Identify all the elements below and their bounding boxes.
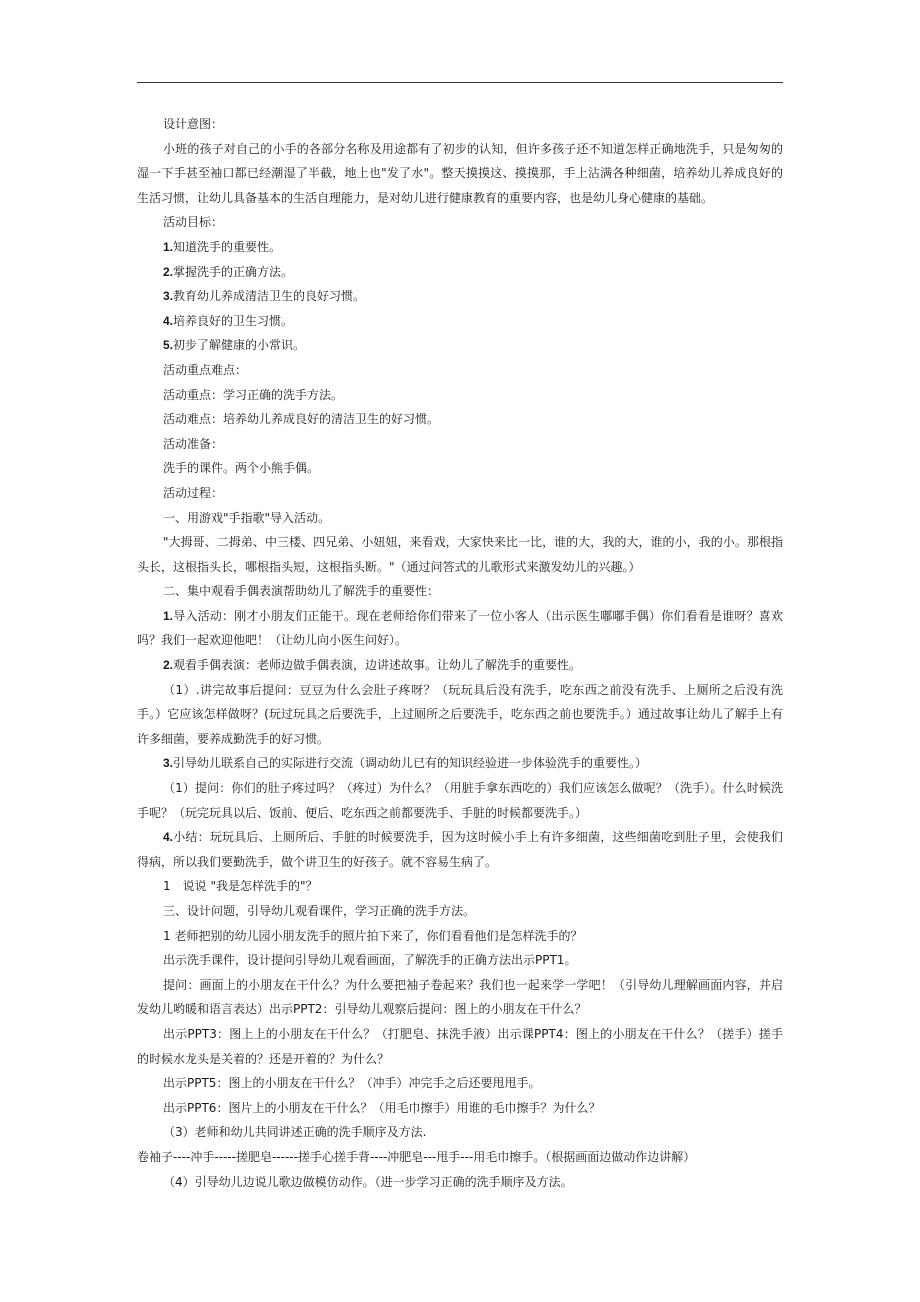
paragraph-text: 掌握洗手的正确方法。 <box>173 264 294 279</box>
paragraph <box>137 481 783 506</box>
paragraph <box>137 973 783 1022</box>
paragraph <box>137 751 783 776</box>
paragraph-text: 活动准备： <box>163 436 224 451</box>
paragraph-text: （3）老师和幼儿共同讲述正确的洗手顺序及方法. <box>163 1125 427 1140</box>
paragraph <box>137 1145 783 1170</box>
paragraph-text: 提问：画面上的小朋友在干什么？为什么要把袖子卷起来？我们也一起来学一学吧！（引导幼儿理解画面内容，并启发幼儿哟暖和语言表达）出示PPT2：引导幼儿观察后提问：图上的小朋友在干什么？ <box>137 977 783 1017</box>
paragraph <box>137 653 783 678</box>
paragraph-text: 知道洗手的重要性。 <box>173 239 282 254</box>
list-number: 3. <box>163 289 174 304</box>
paragraph-text: 小班的孩子对自己的小手的各部分名称及用途都有了初步的认知，但许多孩子还不知道怎样正确地洗手，只是匆匆的湿一下手甚至袖口都已经潮湿了半截，地上也"发了水"。整天摸摸这、摸摸那，手上沾满各种细菌，培养幼儿养成良好的生活习惯，让幼儿具备基本的生活自理能力，是对幼儿进行健康教育的重要内容，也是幼儿身心健康的基础。 <box>137 141 783 205</box>
paragraph <box>137 604 783 653</box>
paragraph-text: 小结：玩玩具后、上厕所后、手脏的时候要洗手，因为这时候小手上有许多细菌，这些细菌吃到肚子里，会使我们得病，所以我们要勤洗手，做个讲卫生的好孩子。就不容易生病了。 <box>137 830 783 869</box>
paragraph <box>137 407 783 432</box>
paragraph <box>137 358 783 383</box>
paragraph-text: 洗手的课件。两个小熊手偶。 <box>163 461 320 476</box>
paragraph-text: 活动目标： <box>163 215 224 230</box>
paragraph-text: 培养良好的卫生习惯。 <box>173 313 294 328</box>
list-number: 3. <box>163 756 174 771</box>
paragraph <box>137 530 783 579</box>
paragraph <box>137 1071 783 1096</box>
paragraph <box>137 210 783 235</box>
header-rule <box>137 82 783 83</box>
paragraph <box>137 506 783 531</box>
paragraph <box>137 137 783 211</box>
paragraph <box>137 776 783 825</box>
paragraph <box>137 924 783 949</box>
paragraph <box>137 456 783 481</box>
paragraph-text: 引导幼儿联系自己的实际进行交流（调动幼儿已有的知识经验进一步体验洗手的重要性。） <box>173 756 648 771</box>
paragraph <box>137 948 783 973</box>
paragraph-text: （4）引导幼儿边说儿歌边做模仿动作。（进一步学习正确的洗手顺序及方法。 <box>163 1174 573 1189</box>
paragraph <box>137 383 783 408</box>
paragraph <box>137 333 783 358</box>
paragraph <box>137 284 783 309</box>
paragraph <box>137 678 783 752</box>
paragraph-text: 观看手偶表演：老师边做手偶表演，边讲述故事。让幼儿了解洗手的重要性。 <box>173 658 582 673</box>
list-number: 2. <box>163 264 174 279</box>
paragraph-text: 二、集中观看手偶表演帮助幼儿了解洗手的重要性： <box>163 584 440 599</box>
paragraph-text: 出示洗手课件，设计提问引导幼儿观看画面，了解洗手的正确方法出示PPT1。 <box>163 953 577 968</box>
paragraph-text: 活动重点难点： <box>163 362 248 377</box>
document-body <box>137 112 783 1194</box>
paragraph-text: 卷袖子----冲手-----搓肥皂------搓手心搓手背----冲肥皂---甩手---用毛巾擦手。（根据画面边做动作边讲解） <box>137 1149 696 1164</box>
list-number: 4. <box>163 830 174 845</box>
paragraph <box>137 1170 783 1195</box>
paragraph-text: 出示PPT3：图上上的小朋友在干什么？（打肥皂、抹洗手液）出示课PPT4：图上的小朋友在干什么？（搓手）搓手的时候水龙头是关着的？还是开着的？为什么？ <box>137 1026 783 1066</box>
paragraph-text: 一、用游戏"手指歌"导入活动。 <box>163 510 331 525</box>
paragraph <box>137 309 783 334</box>
paragraph <box>137 260 783 285</box>
paragraph-text: 三、设计问题，引导幼儿观看课件，学习正确的洗手方法。 <box>163 904 476 918</box>
paragraph-text: 导入活动：刚才小朋友们正能干。现在老师给你们带来了一位小客人（出示医生嘟嘟手偶）你们看看是谁呀？喜欢吗？我们一起欢迎他吧！（让幼儿向小医生问好）。 <box>137 608 783 648</box>
paragraph <box>137 235 783 260</box>
paragraph <box>137 1120 783 1145</box>
paragraph-text: 教育幼儿养成清洁卫生的良好习惯。 <box>173 289 366 304</box>
paragraph <box>137 112 783 137</box>
paragraph-text: 设计意图： <box>163 117 224 131</box>
paragraph-text: 出示PPT5：图上的小朋友在干什么？（冲手）冲完手之后还要甩甩手。 <box>163 1076 541 1091</box>
list-number: 2. <box>163 658 174 673</box>
paragraph-text: 出示PPT6：图片上的小朋友在干什么？（用毛巾擦手）用谁的毛巾擦手？为什么？ <box>163 1100 601 1115</box>
paragraph-text: 1 老师把别的幼儿园小朋友洗手的照片拍下来了，你们看看他们是怎样洗手的？ <box>163 928 583 943</box>
paragraph <box>137 1022 783 1071</box>
paragraph <box>137 1096 783 1121</box>
paragraph <box>137 899 783 924</box>
list-number: 1. <box>163 608 174 623</box>
list-number: 5. <box>163 338 174 353</box>
paragraph-text: 初步了解健康的小常识。 <box>173 338 306 353</box>
paragraph <box>137 432 783 457</box>
paragraph-text: "大拇哥、二拇弟、中三楼、四兄弟、小妞妞，来看戏，大家快来比一比，谁的大，我的大，谁的小，我的小。那根指头长，这根指头长，哪根指头短，这根指头断。"（通过问答式的儿歌形式来激发幼儿的兴趣。） <box>137 535 783 574</box>
paragraph <box>137 579 783 604</box>
paragraph <box>137 874 783 899</box>
paragraph-text: 活动难点：培养幼儿养成良好的清洁卫生的好习惯。 <box>163 412 440 427</box>
list-number: 1. <box>163 239 174 254</box>
paragraph-text: （1）提问：你们的肚子疼过吗？（疼过）为什么？（用脏手拿东西吃的）我们应该怎么做呢？（洗手）。什么时候洗手呢？（玩完玩具以后、饭前、便后、吃东西之前都要洗手、手脏的时候都要洗手。） <box>137 781 783 820</box>
list-number: 4. <box>163 313 174 328</box>
paragraph-text: 活动过程： <box>163 485 224 500</box>
paragraph-text: （1）.讲完故事后提问：豆豆为什么会肚子疼呀？（玩玩具后没有洗手，吃东西之前没有洗手、上厕所之后没有洗手。）它应该怎样做呀？(玩过玩具之后要洗手，上过厕所之后要洗手，吃东西之前也要洗手。）通过故事让幼儿了解手上有许多细菌，要养成勤洗手的好习惯。 <box>137 682 783 746</box>
paragraph-text: 1 说说 "我是怎样洗手的"？ <box>163 879 318 894</box>
paragraph <box>137 825 783 874</box>
paragraph-text: 活动重点：学习正确的洗手方法。 <box>163 387 344 402</box>
